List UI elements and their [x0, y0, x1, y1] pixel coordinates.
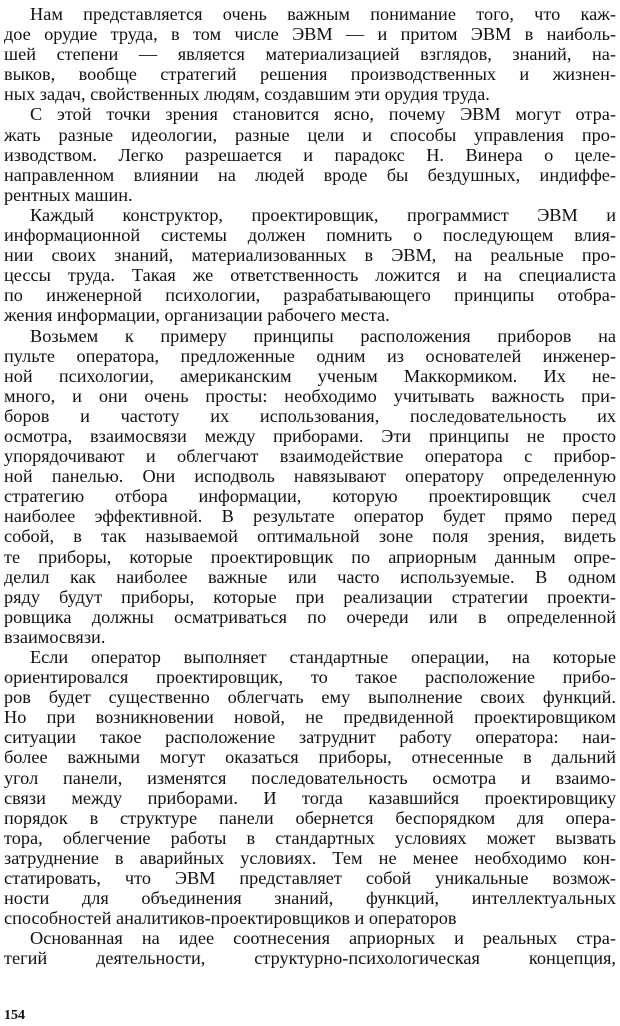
text-line: ных задач, свойственных людям, создавшим эти орудия труда. — [4, 84, 490, 105]
text-line: ряду будут приборы, которые при реализации стратегии проекти- — [4, 586, 616, 607]
text-line: жать разные идеологии, разные цели и способы управления про- — [4, 124, 616, 145]
paragraph — [4, 326, 616, 648]
text-line: по инженерной психологии, разрабатывающего принципы отобра- — [4, 285, 616, 306]
text-line: изводством. Легко разрешается и парадокс Н. Винера о целе- — [4, 144, 616, 165]
text-line: направленном влиянии на людей вроде бы бездушных, индиффе- — [4, 164, 616, 185]
text-line: ров будет существенно облегчать ему выполнение своих функций. — [4, 687, 616, 708]
text-line: порядок в структуре панели обернется беспорядком для опера- — [4, 807, 616, 828]
paragraph — [4, 647, 616, 928]
text-line: способностей аналитиков-проектировщиков и операторов — [4, 908, 457, 929]
text-line: те приборы, которые проектировщик по априорным данным опре- — [4, 546, 616, 567]
text-line: осмотра, взаимосвязи между приборами. Эти принципы не просто — [4, 425, 616, 446]
text-line: тора, облегчение работы в стандартных условиях может вызвать — [4, 827, 616, 848]
text-line: выков, вообще стратегий решения производственных и жизнен- — [4, 64, 616, 85]
paragraph — [4, 104, 616, 204]
text-line: более важными могут оказаться приборы, отнесенные в дальний — [4, 747, 616, 768]
text-line: упорядочивают и облегчают взаимодействие оператора с прибор- — [4, 446, 616, 467]
text-line: Если оператор выполняет стандартные операции, на которые — [30, 647, 616, 667]
text-line: взаимосвязи. — [4, 626, 106, 647]
text-line: затруднение в аварийных условиях. Тем не менее необходимо кон- — [4, 847, 616, 868]
text-line: делил как наиболее важные или часто используемые. В одном — [4, 566, 616, 587]
paragraph — [4, 4, 616, 104]
text-line: Возьмем к примеру принципы расположения приборов на — [30, 325, 616, 346]
text-line: статировать, что ЭВМ представляет собой уникальные возмож- — [4, 868, 616, 889]
text-line: Основанная на идее соотнесения априорных и реальных стра- — [30, 928, 616, 949]
text-line: ориентировался проектировщик, то такое расположение прибо- — [4, 667, 616, 688]
text-line: цессы труда. Такая же ответственность ложится и на специалиста — [4, 265, 616, 286]
text-line: С этой точки зрения становится ясно, почему ЭВМ могут отра- — [30, 104, 616, 125]
text-line: ной панелью. Они исподволь навязывают оператору определенную — [4, 466, 616, 487]
paragraph — [4, 928, 616, 968]
text-line: наиболее эффективной. В результате оператор будет прямо перед — [4, 506, 616, 527]
page-number: 154 — [4, 1008, 25, 1023]
text-line: дое орудие труда, в том числе ЭВМ — и притом ЭВМ в наиболь- — [4, 24, 616, 45]
text-line: ровщика должны осматриваться по очереди или в определенной — [4, 606, 616, 627]
text-line: связи между приборами. И тогда казавшийся проектировщику — [4, 787, 616, 808]
text-line: боров и частоту их использования, последовательность их — [4, 405, 616, 426]
text-line: угол панели, изменятся последовательность осмотра и взаимо- — [4, 767, 616, 788]
text-line: ситуации такое расположение затруднит работу оператора: наи- — [4, 727, 616, 748]
text-line: тегий деятельности, структурно-психологическая концепция, — [4, 948, 616, 969]
text-line: жения информации, организации рабочего места. — [4, 305, 390, 326]
paragraph — [4, 205, 616, 326]
text-line: рентных машин. — [4, 184, 133, 205]
text-line: ной психологии, американским ученым Маккормиком. Их не- — [4, 365, 616, 386]
text-line: много, и они очень просты: необходимо учитывать важность при- — [4, 385, 616, 406]
text-line: информационной системы должен помнить о последующем влия- — [4, 225, 616, 246]
text-line: ности для объединения знаний, функций, интеллектуальных — [4, 888, 616, 909]
text-line: собой, в так называемой оптимальной зоне поля зрения, видеть — [4, 526, 616, 547]
text-line: шей степени — является материализацией взглядов, знаний, на- — [4, 44, 616, 65]
text-line: стратегию отбора информации, которую проектировщик счел — [4, 486, 616, 507]
text-line: пульте оператора, предложенные одним из основателей инженер- — [4, 345, 616, 366]
text-line: нии своих знаний, материализованных в ЭВМ, на реальные про- — [4, 245, 616, 266]
body-text — [4, 4, 616, 969]
text-line: Но при возникновении новой, не предвиденной проектировщиком — [4, 707, 616, 728]
text-line: Каждый конструктор, проектировщик, программист ЭВМ и — [30, 204, 616, 225]
text-line: Нам представляется очень важным понимание того, что каж- — [30, 4, 616, 24]
